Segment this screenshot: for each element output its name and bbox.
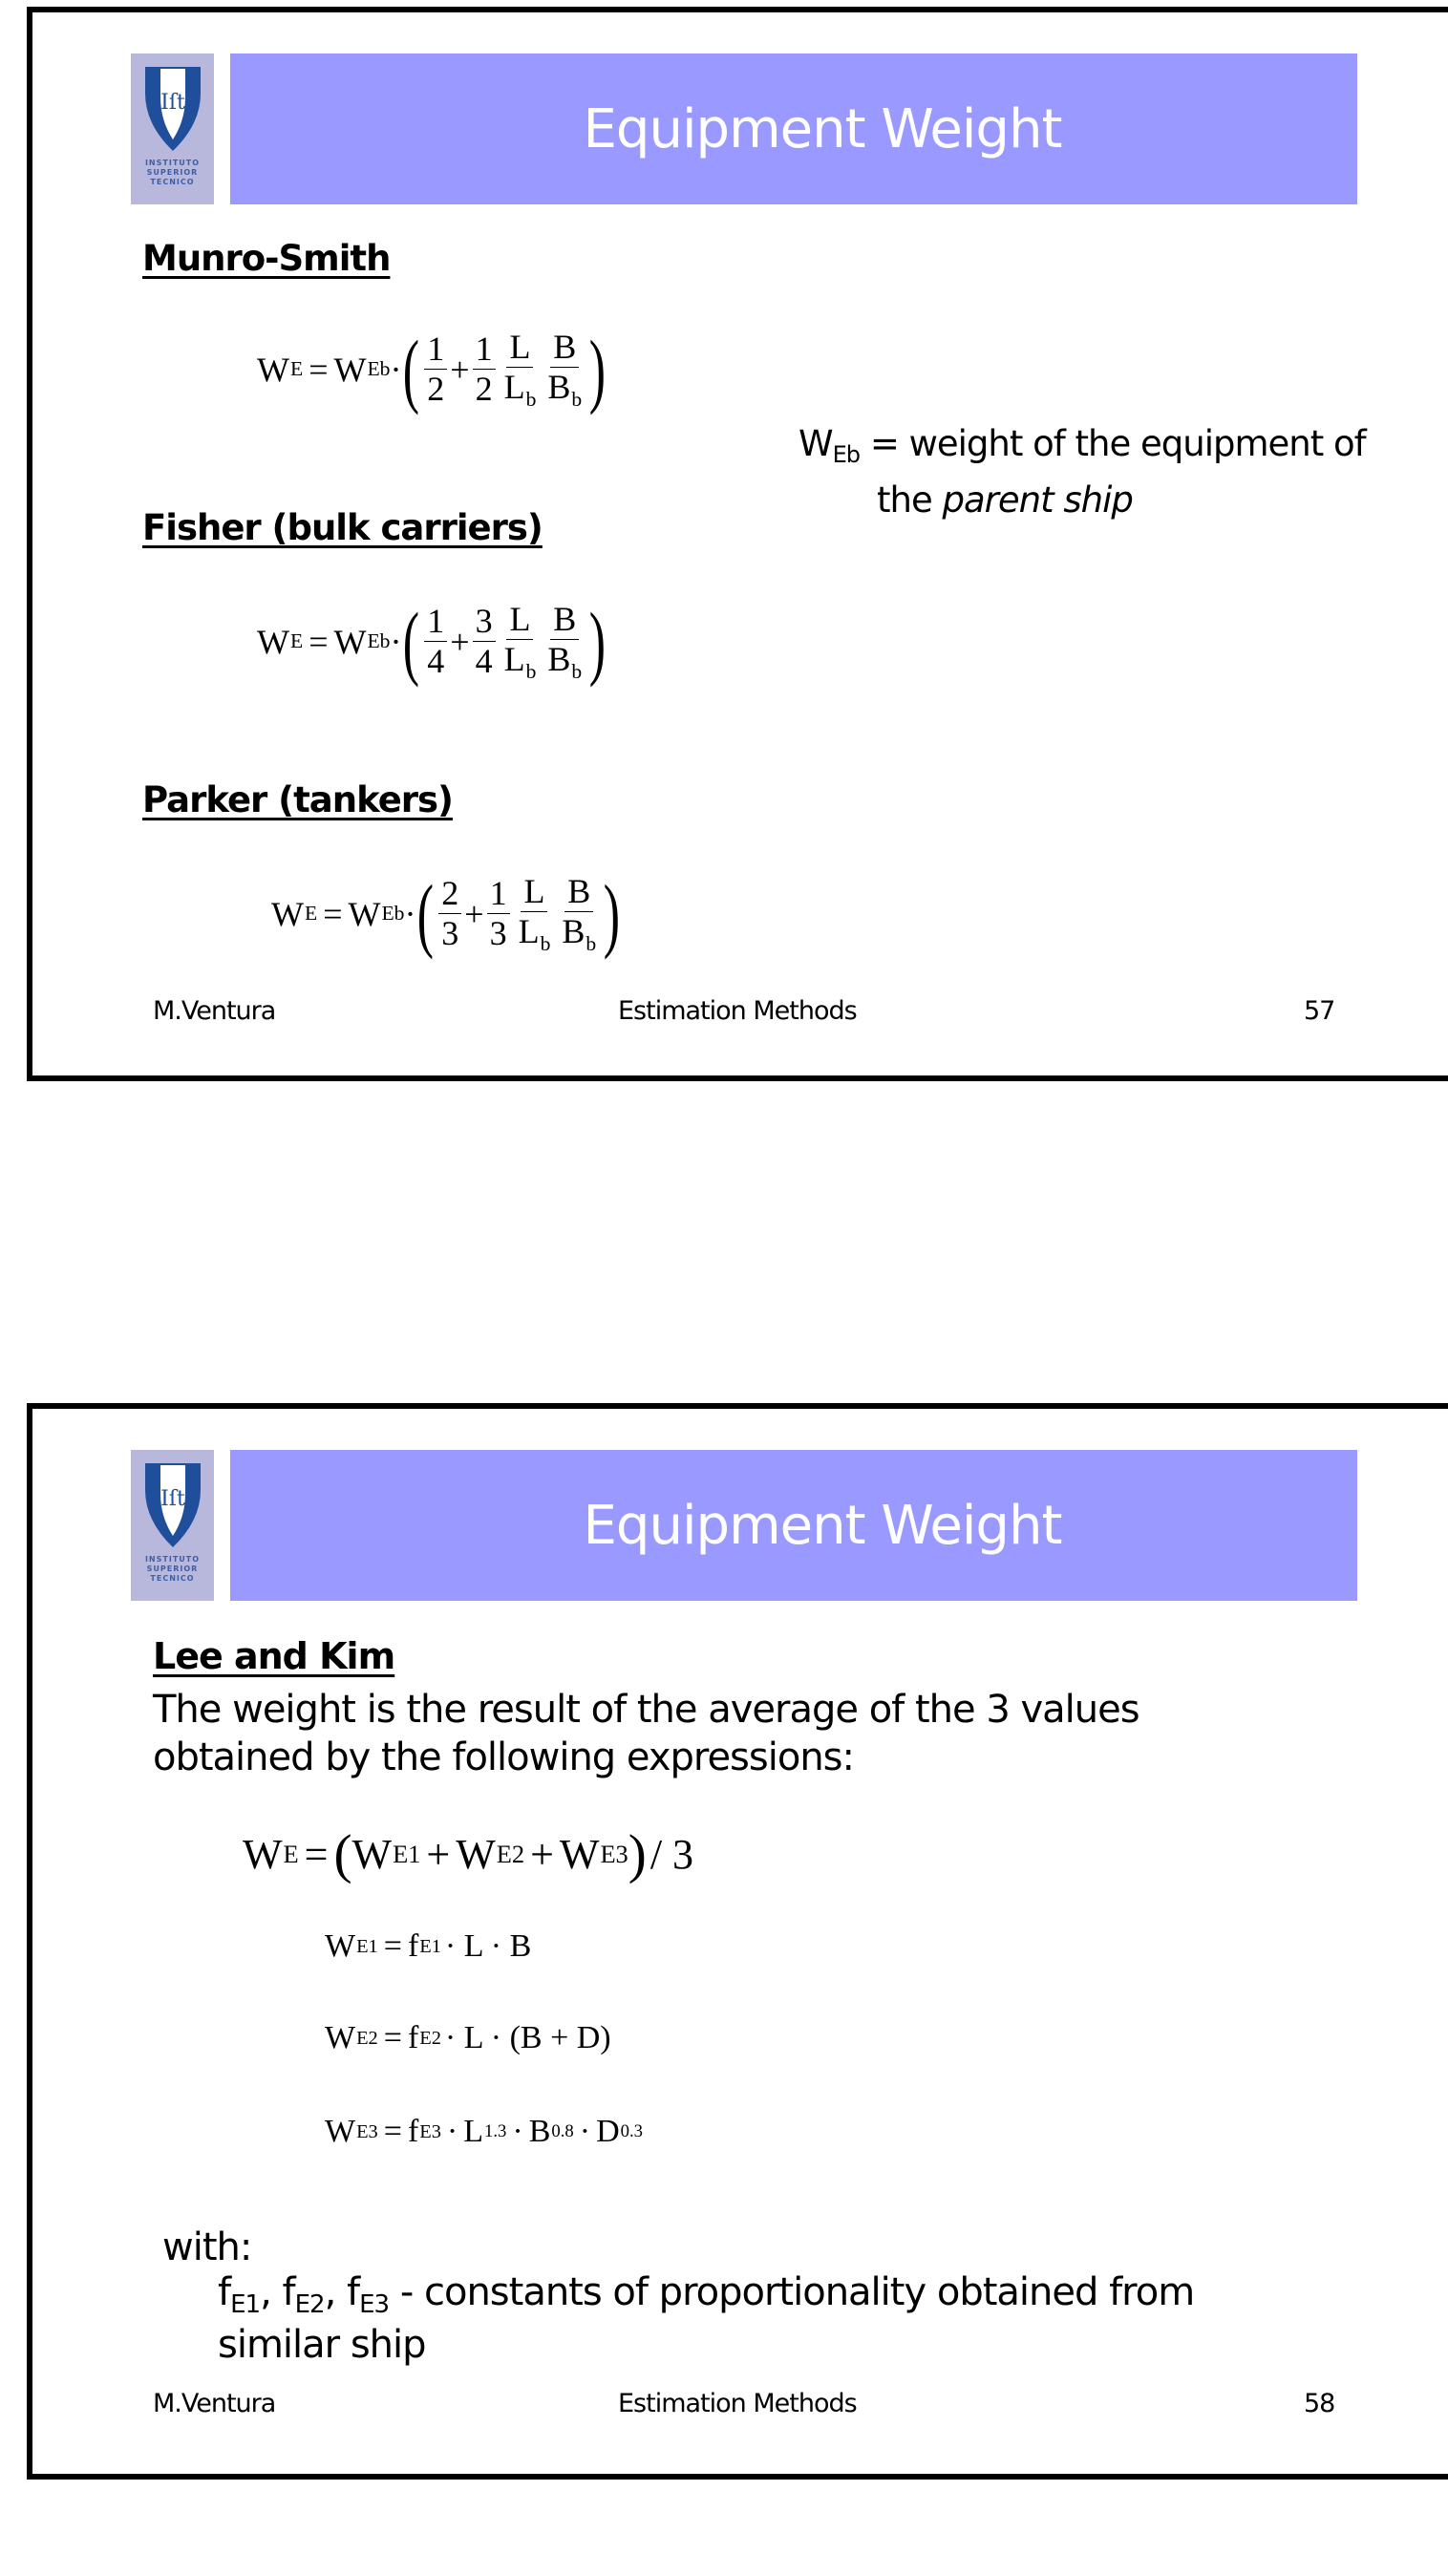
intro-text: The weight is the result of the average of the 3 values obtained by the following expressions:: [153, 1688, 1139, 1779]
footer-author: M.Ventura: [153, 996, 276, 1026]
formula-average: W E = ( W E1 + W E2 + W E3 ) / 3: [243, 1824, 694, 1884]
formula-we1: W E1 = f E1 · L · B: [325, 1928, 532, 1964]
heading-fisher: Fisher (bulk carriers): [142, 507, 543, 548]
formula-munro-smith: W E = W Eb · ( $\frac{1}{2}$ + $\frac{1}{2}$ $\frac{L}{L_b}$ $\frac{B}{B_b}$ ): [257, 323, 607, 415]
ist-logo: [131, 1450, 214, 1601]
footer-page-number: 57: [1304, 996, 1335, 1026]
footer-author: M.Ventura: [153, 2389, 276, 2418]
ist-logo: [131, 53, 214, 204]
slide-58: [27, 1403, 1448, 2480]
logo-text: INSTITUTO SUPERIOR TECNICO: [144, 1555, 201, 1583]
footer-page-number: 58: [1304, 2389, 1335, 2418]
title-banner: [230, 1450, 1357, 1601]
slide-title: Equipment Weight: [583, 1494, 1062, 1557]
formula-fisher: W E = W Eb · ( $\frac{1}{4}$ + $\frac{3}{4}$ $\frac{L}{L_b}$ $\frac{B}{B_b}$ ): [257, 595, 607, 688]
heading-parker: Parker (tankers): [142, 779, 453, 820]
ist-shield-icon: [143, 65, 202, 153]
logo-text: INSTITUTO SUPERIOR TECNICO: [144, 159, 201, 186]
heading-munro-smith: Munro-Smith: [142, 238, 391, 279]
formula-we3: W E3 = f E3 · L 1.3 · B 0.8 · D 0.3: [325, 2114, 644, 2149]
constants-description: $f_{E1}$, $f_{E2}$, $f_{E3}$ - constants of proportionality obtained from similar ship: [218, 2270, 1195, 2367]
with-label: with:: [162, 2225, 252, 2269]
svg-text:Iſt: Iſt: [160, 1487, 185, 1511]
footer-course: Estimation Methods: [618, 2389, 857, 2418]
title-banner: [230, 53, 1357, 204]
formula-parker: W E = W Eb · ( $\frac{2}{3}$ + $\frac{1}{3}$ $\frac{L}{L_b}$ $\frac{B}{B_b}$ ): [271, 867, 621, 960]
note-web-definition: $W_{Eb}$ = weight of the equipment of the parent ship: [799, 423, 1366, 522]
slide-title: Equipment Weight: [583, 97, 1062, 160]
ist-shield-icon: [143, 1461, 202, 1549]
slide-57: [27, 7, 1448, 1081]
svg-text:Iſt: Iſt: [160, 91, 185, 115]
formula-we2: W E2 = f E2 · L · (B + D): [325, 2020, 611, 2055]
footer-course: Estimation Methods: [618, 996, 857, 1026]
heading-lee-and-kim: Lee and Kim: [153, 1635, 395, 1677]
